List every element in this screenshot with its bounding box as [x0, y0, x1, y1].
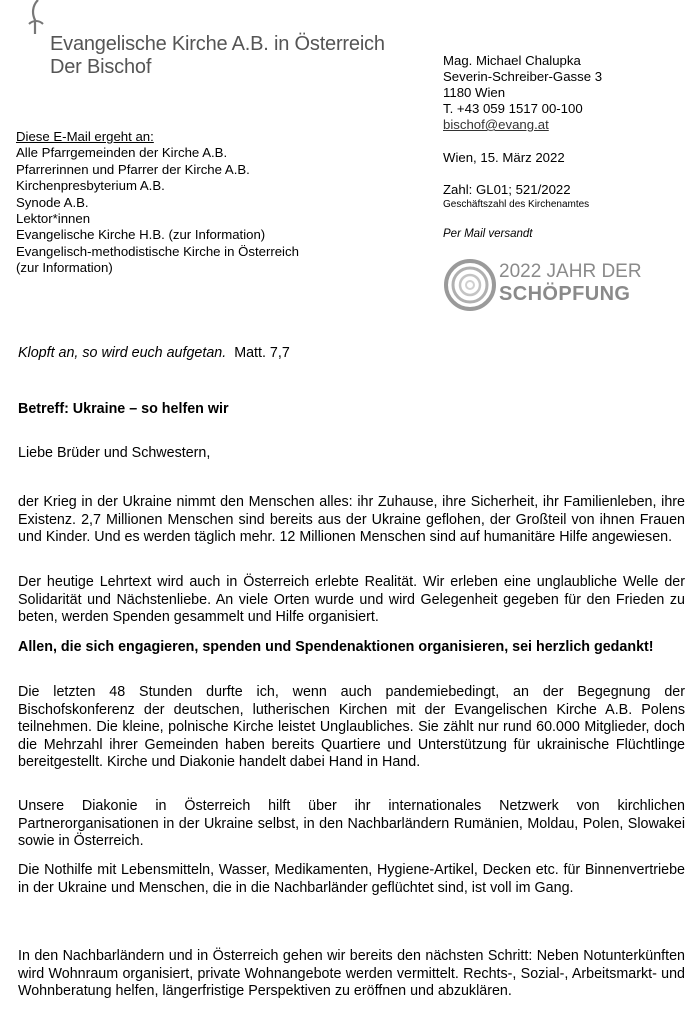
- recipient-block: [16, 129, 299, 277]
- bible-motto: [18, 345, 290, 361]
- body-paragraph: Die Nothilfe mit Lebensmitteln, Wasser, Medikamenten, Hygiene-Artikel, Decken etc. für Binnenvertriebe in der Ukraine und Menschen, die in die Nachbarländer geflüchtet sind, ist voll im Gang.: [18, 862, 685, 896]
- recipient-item: Synode A.B.: [16, 194, 89, 210]
- body-paragraph: Der heutige Lehrtext wird auch in Österreich erlebte Realität. Wir erleben eine unglaubliche Welle der Solidarität und Nächstenliebe. An viele Orten wurde und wird Gelegenheit gegeben für den Frieden zu beten, werden Spenden gesammelt und Hilfe organisiert.: [18, 574, 685, 625]
- sender-address: [443, 53, 602, 133]
- reference-zahl: Zahl: GL01; 521/2022: [443, 182, 571, 197]
- sent-via-note: Per Mail versandt: [443, 228, 533, 240]
- body-paragraph: Die letzten 48 Stunden durfte ich, wenn auch pandemiebedingt, an der Begegnung der Bischofskonferenz der deutschen, lutherischen Kirchen mit der Evangelischen Kirche A.B. Polens teilnehmen. Die kleine, polnische Kirche leistet Unglaubliches. Sie zählt nur rund 60.000 Mitglieder, doch die Mehrzahl ihrer Gemeinden haben bereits Quartiere und Unterstützung für ukrainische Flüchtlinge bereitgestellt. Kirche und Diakonie handelt dabei Hand in Hand.: [18, 684, 685, 770]
- sender-city: 1180 Wien: [443, 85, 506, 100]
- recipient-item: Alle Pfarrgemeinden der Kirche A.B.: [16, 145, 228, 161]
- org-name: Evangelische Kirche A.B. in Österreich: [50, 33, 385, 55]
- sender-name: Mag. Michael Chalupka: [443, 53, 581, 68]
- salutation: Liebe Brüder und Schwestern,: [18, 445, 211, 461]
- badge-line1: 2022 JAHR DER: [499, 261, 642, 282]
- letter-subject: Betreff: Ukraine – so helfen wir: [18, 401, 229, 417]
- recipient-item: Evangelisch-methodistische Kirche in Österreich: [16, 243, 299, 259]
- letterhead: [50, 33, 385, 79]
- motto-reference: Matt. 7,7: [234, 345, 290, 361]
- body-paragraph: In den Nachbarländern und in Österreich gehen wir bereits den nächsten Schritt: Neben Notunterkünften wird Wohnraum organisiert, private Wohnangebote werden vermittelt. Rechts-, Sozial-, Arbeitsmarkt- und Wohnberatung helfen, längerfristige Perspektiven zu eröffnen und abzuklären.: [18, 948, 685, 999]
- reference-note: Geschäftszahl des Kirchenamtes: [443, 199, 590, 210]
- body-paragraph: Unsere Diakonie in Österreich hilft über ihr internationales Netzwerk von kirchlichen Partnerorganisationen in der Ukraine selbst, in den Nachbarländern Rumänien, Moldau, Polen, Slowakei sowie in Österreich.: [18, 798, 685, 849]
- sender-phone: T. +43 059 1517 00-100: [443, 101, 583, 116]
- recipient-item: (zur Information): [16, 260, 113, 276]
- body-paragraph-emphasis: Allen, die sich engagieren, spenden und Spendenaktionen organisieren, sei herzlich gedankt!: [18, 639, 654, 655]
- sender-street: Severin-Schreiber-Gasse 3: [443, 69, 603, 84]
- org-role: Der Bischof: [50, 56, 152, 78]
- recipient-heading: Diese E-Mail ergeht an:: [16, 129, 154, 144]
- church-logo-icon: [26, 0, 46, 34]
- recipient-item: Evangelische Kirche H.B. (zur Information): [16, 227, 266, 243]
- jahr-der-schoepfung-badge: [499, 261, 642, 305]
- motto-quote: Klopft an, so wird euch aufgetan.: [18, 345, 227, 361]
- body-paragraph: der Krieg in der Ukraine nimmt den Menschen alles: ihr Zuhause, ihre Sicherheit, ihr Familienleben, ihre Existenz. 2,7 Millionen Menschen sind bereits aus der Ukraine geflohen, der Großteil von ihnen Frauen und Kinder. Und es werden täglich mehr. 12 Millionen Menschen sind auf humanitäre Hilfe angewiesen.: [18, 494, 685, 545]
- badge-line2: SCHÖPFUNG: [499, 283, 631, 305]
- reference-number: [443, 182, 589, 211]
- recipient-item: Lektor*innen: [16, 211, 91, 227]
- recipient-item: Kirchenpresbyterium A.B.: [16, 178, 165, 194]
- recipient-item: Pfarrerinnen und Pfarrer der Kirche A.B.: [16, 161, 250, 177]
- sender-email-link[interactable]: bischof@evang.at: [443, 117, 549, 132]
- letter-date: Wien, 15. März 2022: [443, 150, 565, 165]
